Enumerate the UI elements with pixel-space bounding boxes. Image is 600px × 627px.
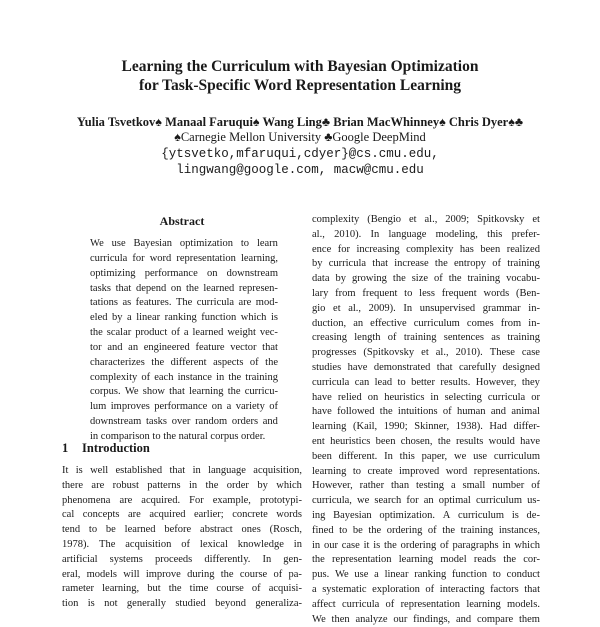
right-column-body	[312, 213, 540, 627]
right_column_lines-line: We then analyze our findings, and compare them	[312, 613, 540, 625]
abstract.lines-line: We use Bayesian optimization to learn	[90, 238, 278, 249]
right_column_lines-line: have followed the intuitions of human and animal	[312, 406, 540, 418]
abstract.lines-line: curricula for word representation learning,	[90, 252, 278, 264]
right_column_lines-line: ing Bayesian optimization. A curriculum is de-	[312, 509, 540, 521]
right_column_lines-line: data by growing the size of the training vocabu-	[312, 273, 540, 285]
paper-title	[0, 57, 600, 95]
abstract.lines-line: optimizing performance on downstream	[90, 267, 278, 279]
introduction.lines-line: tend to be learned before abstract ones (Rosch,	[62, 524, 302, 536]
abstract.lines-line: lum improves performance on a variety of	[90, 401, 278, 413]
author-list: Yulia Tsvetkov♠ Manaal Faruqui♠ Wang Ling♣ Brian MacWhinney♠ Chris Dyer♠♣	[76, 115, 524, 129]
right_column_lines-line: complexity (Bengio et al., 2009; Spitkovsky et	[312, 214, 540, 225]
right_column_lines-line: fined to be the ordering of the training instances,	[312, 524, 540, 536]
right_column_lines-line: in our case it is the ordering of paragraphs in which	[312, 539, 540, 551]
introduction.lines-line: 1978). The acquisition of lexical knowledge in	[62, 538, 302, 550]
abstract.lines-line: the scalar product of a learned weight vec-	[90, 327, 278, 339]
email-line-1: {ytsvetko,mfaruqui,cdyer}@cs.cmu.edu,	[161, 147, 439, 161]
right_column_lines-line: curricula can lead to better results. However, they	[312, 376, 540, 388]
title-line-1: Learning the Curriculum with Bayesian Optimization	[121, 58, 479, 75]
author-emails	[0, 146, 600, 178]
abstract-body	[90, 237, 278, 445]
title-line-2: for Task-Specific Word Representation Learning	[138, 77, 462, 94]
right_column_lines-line: curricula, we search for an optimal curriculum us-	[312, 495, 540, 507]
introduction.lines-line: there are robust patterns in the order by which	[62, 479, 302, 491]
introduction-heading	[62, 441, 150, 456]
right_column_lines-line: lary from frequent to less frequent words (Ben-	[312, 287, 540, 299]
abstract.lines-line: complexity of each instance in the training	[90, 371, 278, 383]
right_column_lines-line: al., 2010). In language modeling, this prefer-	[312, 228, 540, 240]
right_column_lines-line: a systematic exploration of interacting factors that	[312, 583, 540, 595]
section-number: 1	[62, 441, 69, 455]
introduction.lines-line: tion is not generally studied beyond generaliza-	[62, 598, 302, 610]
right_column_lines-line: been different. In this paper, we use curriculum	[312, 450, 540, 462]
abstract.lines-line: corpus. We show that learning the curricu-	[90, 386, 278, 398]
abstract.lines-line: tations as features. The curricula are mod-	[90, 297, 278, 309]
abstract.lines-line: in comparison to the natural corpus order.	[90, 430, 266, 442]
abstract.lines-line: downstream tasks over random orders and	[90, 416, 278, 428]
abstract.lines-line: eled by a linear ranking function which is	[90, 312, 278, 324]
right_column_lines-line: ence for increasing complexity has been realized	[312, 243, 540, 255]
right_column_lines-line: the representation learning model reads the cor-	[312, 554, 540, 566]
right_column_lines-line: duction, an effective curriculum comes from in-	[312, 317, 540, 329]
right_column_lines-line: learning (Kail, 1990; Skinner, 1938). Had differ-	[312, 421, 540, 433]
right_column_lines-line: However, rather than testing a small number of	[312, 480, 540, 492]
abstract-heading: Abstract	[159, 214, 205, 228]
right_column_lines-line: studies have demonstrated that carefully designed	[312, 361, 540, 373]
email-line-2: lingwang@google.com, macw@cmu.edu	[176, 163, 424, 177]
abstract.lines-line: characterizes the different aspects of the	[90, 356, 278, 368]
introduction.lines-line: It is well established that in language acquisition,	[62, 465, 302, 476]
right_column_lines-line: learning to create improved word representations.	[312, 465, 540, 477]
abstract.lines-line: tasks that depend on the learned represen-	[90, 282, 278, 294]
introduction.lines-line: eral, models will improve during the course of pa-	[62, 568, 302, 580]
introduction.lines-line: rameter learning, but the time course of acquisi-	[62, 583, 302, 595]
right_column_lines-line: gio et al., 2009). In unsupervised grammar in-	[312, 302, 540, 314]
section-title: Introduction	[82, 441, 150, 455]
right_column_lines-line: creasing length of training sentences as training	[312, 332, 540, 344]
introduction.lines-line: phenomena are acquired. For example, prototypi-	[62, 494, 302, 506]
right_column_lines-line: ent heuristics been chosen, the results would have	[312, 435, 540, 447]
right_column_lines-line: have relied on heuristics in selecting curricula or	[312, 391, 540, 403]
right_column_lines-line: progresses (Spitkovsky et al., 2010). These case	[312, 347, 540, 359]
right_column_lines-line: by curricula that increase the entropy of training	[312, 258, 540, 270]
right_column_lines-line: pus. We use a linear ranking function to conduct	[312, 569, 540, 581]
introduction.lines-line: artificial systems proceeds differently. In gen-	[62, 553, 302, 565]
introduction-body	[62, 464, 302, 612]
affiliations: ♠Carnegie Mellon University ♣Google DeepMind	[174, 130, 426, 144]
abstract.lines-line: tor and an engineered feature vector that	[90, 341, 278, 353]
right_column_lines-line: affect curricula of representation learning models.	[312, 598, 540, 610]
introduction.lines-line: cal concepts are acquired earlier; concrete words	[62, 509, 302, 521]
